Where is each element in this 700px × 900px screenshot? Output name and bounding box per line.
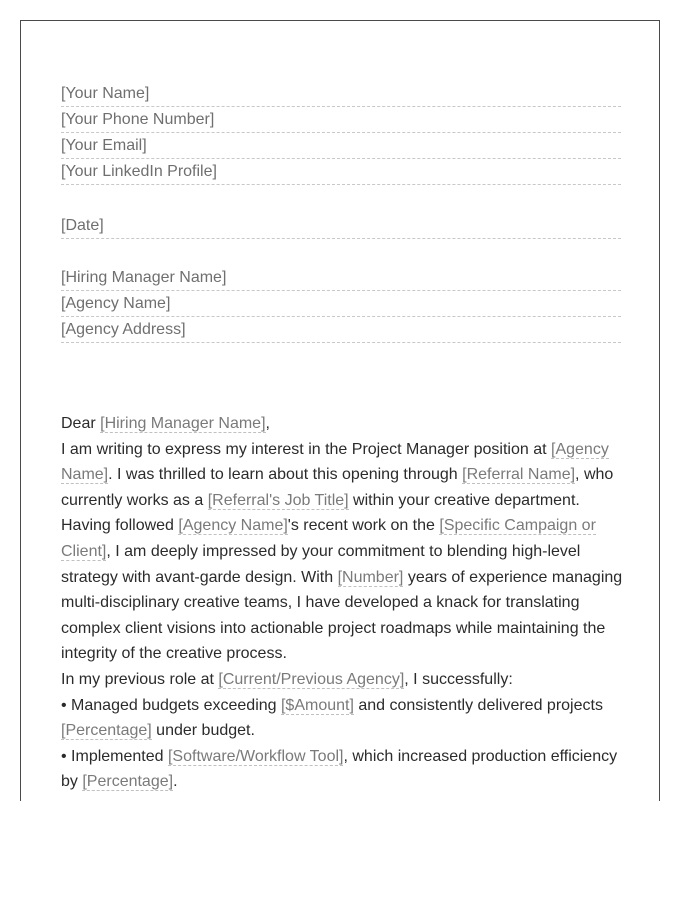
text-span: • Managed budgets exceeding — [61, 696, 281, 714]
placeholder-agency-name[interactable]: [Agency Name] — [61, 440, 609, 484]
text-span: , which increased production efficiency by — [61, 747, 618, 791]
text-span: • Implemented — [61, 747, 168, 765]
your-name-field[interactable]: [Your Name] — [61, 81, 621, 107]
placeholder-campaign[interactable]: [Specific Campaign or Client] — [61, 517, 596, 560]
contact-block — [61, 81, 621, 185]
placeholder-percentage-2[interactable]: [Percentage] — [82, 773, 174, 791]
bullet-budgets — [61, 693, 627, 744]
recipient-block — [61, 265, 621, 343]
text-span: I am writing to express my interest in the Project Manager position at — [61, 440, 551, 458]
placeholder-tool[interactable]: [Software/Workflow Tool] — [167, 747, 344, 765]
paragraph-previous-role — [61, 667, 627, 693]
date-block — [61, 213, 621, 239]
linkedin-field[interactable]: [Your LinkedIn Profile] — [61, 159, 621, 185]
bullet-workflow — [61, 744, 627, 795]
letter-body — [61, 411, 627, 795]
placeholder-agency-name-2[interactable]: [Agency Name] — [178, 517, 288, 535]
letter-page — [20, 20, 660, 801]
text-span: and consistently delivered projects — [353, 696, 603, 714]
text-span: , I am deeply impressed by your commitment to blending high-level strategy with avant-garde design. With — [61, 542, 581, 586]
text-span: years of experience managing multi-disciplinary creative teams, I have developed a knack for translating complex client visions into actionable project roadmaps while maintaining the integrity of the creative process. — [61, 568, 623, 663]
placeholder-hiring-manager[interactable]: [Hiring Manager Name] — [100, 415, 266, 432]
placeholder-amount[interactable]: [$Amount] — [280, 696, 354, 714]
salutation-suffix: , — [265, 415, 270, 432]
text-span: , I successfully: — [404, 670, 513, 688]
placeholder-referral-title[interactable]: [Referral's Job Title] — [207, 491, 349, 509]
phone-field[interactable]: [Your Phone Number] — [61, 107, 621, 133]
salutation-prefix: Dear — [61, 415, 101, 432]
placeholder-previous-agency[interactable]: [Current/Previous Agency] — [218, 670, 405, 688]
placeholder-number[interactable]: [Number] — [337, 568, 404, 586]
agency-name-field[interactable]: [Agency Name] — [61, 291, 621, 317]
text-span: 's recent work on the — [287, 517, 440, 535]
text-span: within your creative department. Having followed — [61, 491, 580, 535]
agency-address-field[interactable]: [Agency Address] — [61, 317, 621, 343]
text-span: under budget. — [151, 722, 255, 740]
date-field[interactable]: [Date] — [61, 213, 621, 239]
paragraph-intro — [61, 437, 627, 667]
text-span: . — [173, 773, 178, 791]
placeholder-referral-name[interactable]: [Referral Name] — [462, 466, 576, 484]
salutation — [61, 411, 627, 437]
text-span: . I was thrilled to learn about this opening through — [108, 466, 463, 484]
text-span: , who currently works as a — [61, 466, 614, 509]
email-field[interactable]: [Your Email] — [61, 133, 621, 159]
placeholder-percentage[interactable]: [Percentage] — [61, 722, 152, 740]
text-span: In my previous role at — [61, 670, 219, 688]
hiring-manager-field[interactable]: [Hiring Manager Name] — [61, 265, 621, 291]
